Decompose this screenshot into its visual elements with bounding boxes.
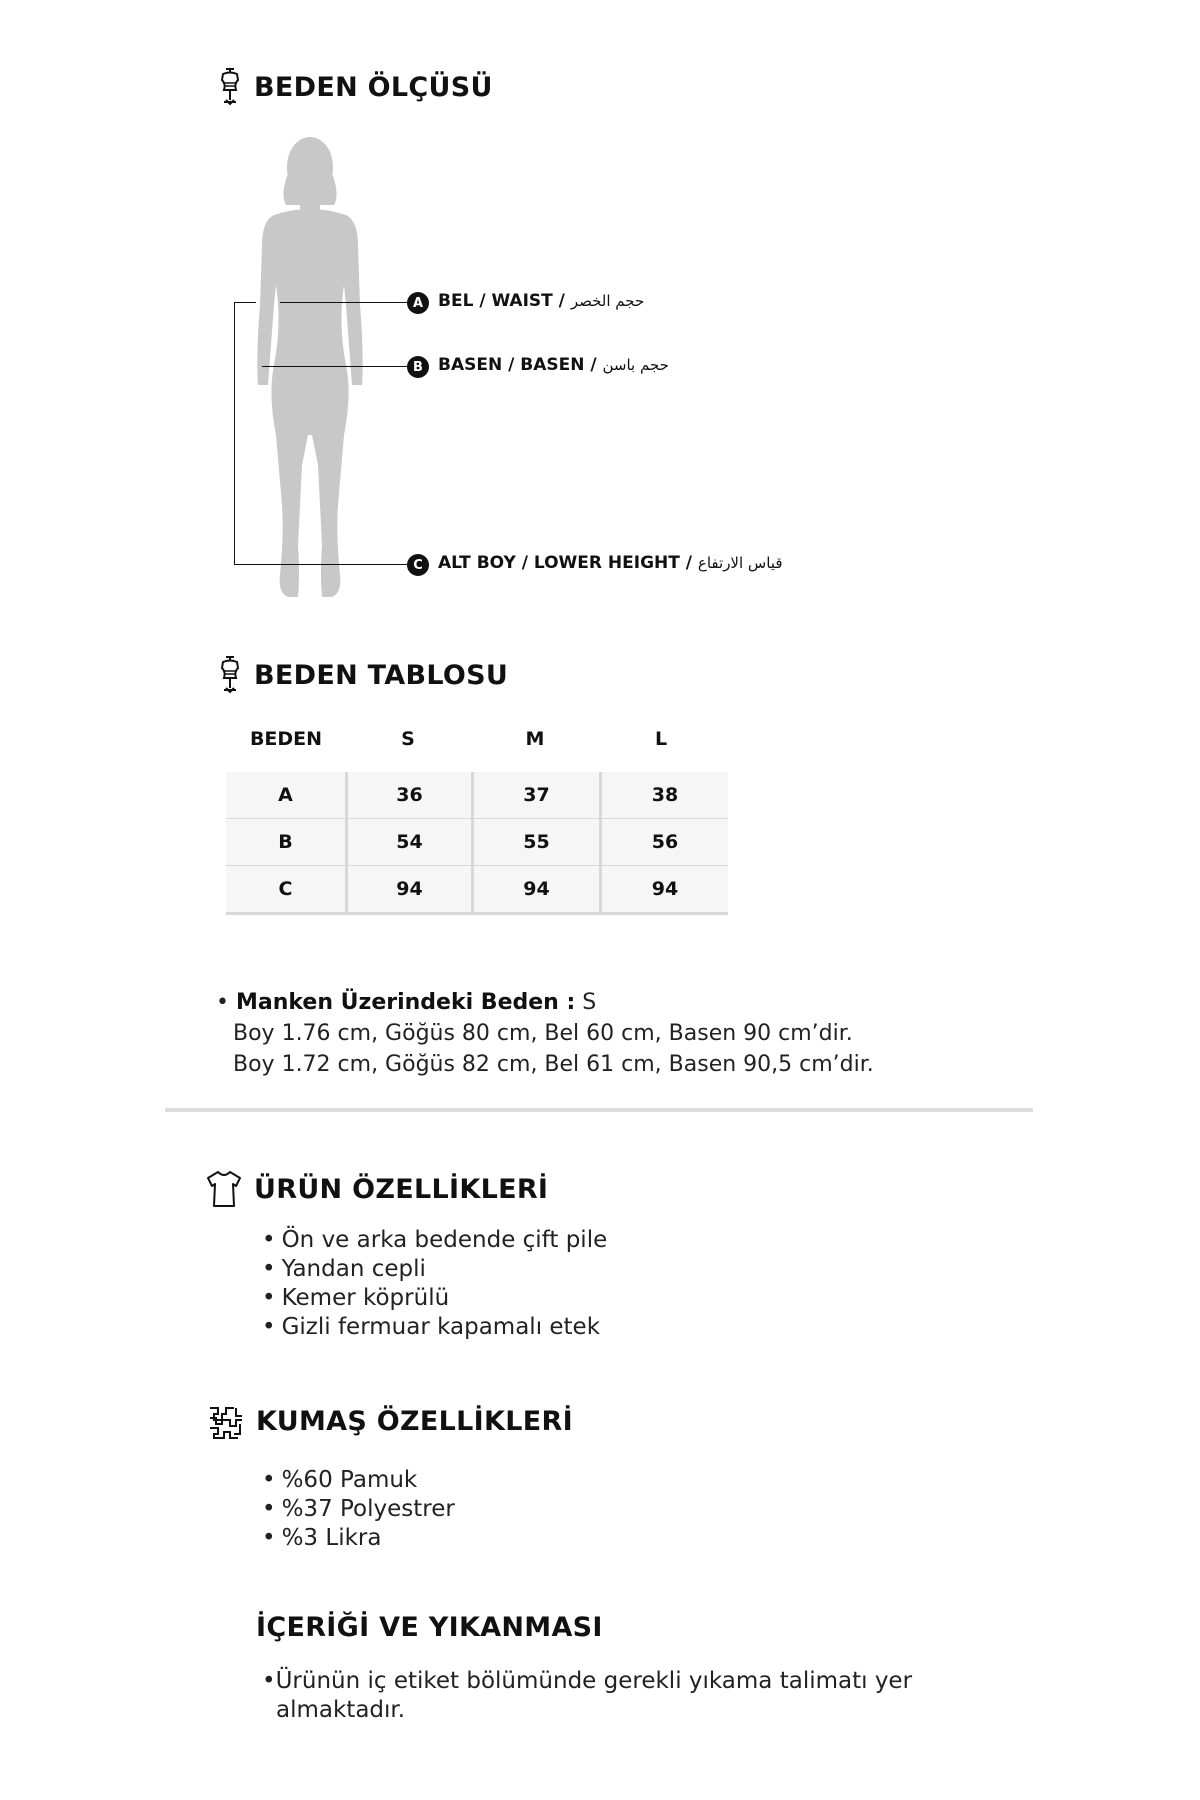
table-row xyxy=(226,772,728,821)
measure-label-a: BEL / WAIST / حجم الخصر xyxy=(438,291,645,311)
care-title: İÇERİĞİ VE YIKANMASI xyxy=(256,1612,603,1643)
measure-label-b: BASEN / BASEN / حجم باسن xyxy=(438,355,669,375)
table-cell: 36 xyxy=(348,772,474,818)
table-cell: 94 xyxy=(474,866,602,912)
model-measure-line-2: Boy 1.72 cm, Göğüs 82 cm, Bel 61 cm, Basen 90,5 cm’dir. xyxy=(233,1052,874,1077)
table-cell: A xyxy=(226,772,348,818)
model-size-label: Manken Üzerindeki Beden : xyxy=(235,990,576,1015)
size-guide-section xyxy=(0,0,1200,620)
measure-bracket xyxy=(234,302,235,564)
fabric-features-list xyxy=(262,1466,455,1553)
list-item: • %37 Polyestrer xyxy=(262,1495,455,1524)
fabric-pattern-icon xyxy=(206,1404,246,1442)
care-line-2: almaktadır. xyxy=(276,1697,406,1723)
table-cell: 56 xyxy=(651,831,679,853)
care-line-1: •Ürünün iç etiket bölümünde gerekli yıkama talimatı yer xyxy=(262,1668,913,1694)
section-divider xyxy=(165,1108,1033,1112)
model-measure-line-1: Boy 1.76 cm, Göğüs 80 cm, Bel 60 cm, Basen 90 cm’dir. xyxy=(233,1021,853,1046)
table-header-m: M xyxy=(525,728,545,750)
table-header-s: S xyxy=(401,728,415,750)
size-table-title: BEDEN TABLOSU xyxy=(254,660,509,691)
model-size-line: • Manken Üzerindeki Beden : S xyxy=(216,990,597,1015)
tshirt-icon xyxy=(206,1170,242,1208)
table-row xyxy=(226,819,728,868)
list-item: • Yandan cepli xyxy=(262,1255,607,1284)
marker-c: C xyxy=(407,554,429,576)
product-features-list xyxy=(262,1226,607,1342)
list-item: • Kemer köprülü xyxy=(262,1284,607,1313)
table-cell: 37 xyxy=(474,772,602,818)
marker-b: B xyxy=(407,356,429,378)
model-size-value: S xyxy=(582,990,597,1015)
table-cell: 94 xyxy=(651,878,679,900)
table-cell: C xyxy=(226,866,348,912)
measure-label-c: ALT BOY / LOWER HEIGHT / قياس الارتفاع xyxy=(438,553,783,573)
size-guide-title: BEDEN ÖLÇÜSÜ xyxy=(254,72,493,103)
list-item: • %3 Likra xyxy=(262,1524,455,1553)
body-silhouette xyxy=(240,135,380,605)
table-cell: 55 xyxy=(474,819,602,865)
table-row xyxy=(226,866,728,915)
list-item: • Gizli fermuar kapamalı etek xyxy=(262,1313,607,1342)
table-header-beden: BEDEN xyxy=(249,728,323,750)
product-features-title: ÜRÜN ÖZELLİKLERİ xyxy=(254,1174,549,1205)
table-cell: B xyxy=(226,819,348,865)
mannequin-icon xyxy=(214,654,246,696)
table-cell: 54 xyxy=(348,819,474,865)
marker-a: A xyxy=(407,292,429,314)
table-cell: 94 xyxy=(348,866,474,912)
fabric-features-title: KUMAŞ ÖZELLİKLERİ xyxy=(256,1406,573,1437)
list-item: • Ön ve arka bedende çift pile xyxy=(262,1226,607,1255)
list-item: • %60 Pamuk xyxy=(262,1466,455,1495)
table-cell: 38 xyxy=(651,784,679,806)
mannequin-icon xyxy=(214,66,246,108)
table-header-l: L xyxy=(654,728,668,750)
